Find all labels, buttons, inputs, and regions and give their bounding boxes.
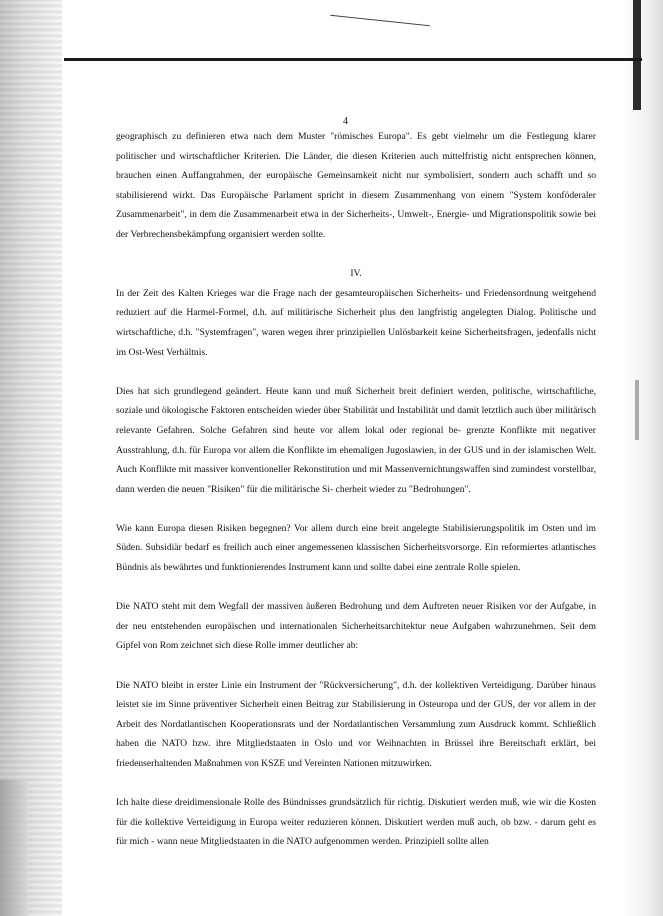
section-heading: IV. bbox=[350, 268, 362, 280]
scan-stroke bbox=[330, 15, 430, 26]
paragraph: Ich halte diese dreidimensionale Rolle des Bündnisses grundsätzlich für richtig. Diskutiert werden muß, wie wir die Kosten für die kollektive Verteidigung in Europa weiter reduzieren können. Diskutiert werden muß auch, ob bzw. - darum geht es für mich - wann neue Mitgliedstaaten in die NATO aufgenommen werden. Prinzipiell sollte allen bbox=[116, 797, 596, 848]
paragraph: In der Zeit des Kalten Krieges war die Frage nach der gesamteuropäischen Sicherheits- und Friedensordnung weitgehend reduziert auf die Harmel-Formel, d.h. auf militärische Sicherheit plus den langfristig angelegten Dialog. Politische und wirtschaftliche, d.h. "Systemfragen", waren wegen ihrer prinzipiellen Unlösbarkeit keine Sicherheitsfragen, jedenfalls nicht im Ost-West Verhältnis. bbox=[116, 287, 596, 358]
scan-shadow-left-bottom bbox=[0, 780, 28, 916]
scan-edge-bar bbox=[633, 0, 641, 110]
paragraph: geographisch zu definieren etwa nach dem Muster "römisches Europa". Es gebt vielmehr um die Festlegung klarer politischer und wirtschaftlicher Kriterien. Die Länder, die diesen Kriterien auch mittelfristig nicht entsprechen können, brauchen einen Auffangrahmen, der europäische Gemeinsamkeit nicht nur symbolisiert, sondern auch schafft und so stabilisierend wirkt. Das Europäische Parlament spricht in diesem Zusammenhang von einem "System konföderaler Zusammenarbeit", in dem die Zusammenarbeit etwa in der Sicherheits-, Umwelt-, Energie- und Migrationspolitik sowie bei der Verbrechensbekämpfung organisiert werden sollte. bbox=[116, 131, 596, 240]
paragraph: Wie kann Europa diesen Risiken begegnen? Vor allem durch eine breit angelegte Stabilisierungspolitik im Osten und im Süden. Subsidiär bedarf es freilich auch einer angemessenen klassischen Sicherheitsvorsorge. Ein reformiertes atlantisches Bündnis als bewährtes und funktionierendes Instrument kann und sollte dabei eine zentrale Rolle spielen. bbox=[116, 522, 596, 574]
paragraph: Die NATO bleibt in erster Linie ein Instrument der "Rückversicherung", d.h. der kollektiven Verteidigung. Darüber hinaus leistet sie im Sinne präventiver Sicherheit einen Beitrag zur Stabilisierung in Osteuropa und der GUS, der vor allem in der Arbeit des Nordatlantischen Kooperationsrats und der Nordatlantischen Versammlung zum Ausdruck kommt. Schließlich haben die NATO bzw. ihre Mitgliedstaaten in Oslo und vor Weihnachten in Brüssel ihre Bereitschaft erklärt, bei friedenserhaltenden Maßnahmen von KSZE und Vereinten Nationen mitzuwirken. bbox=[116, 679, 596, 769]
header-rule bbox=[64, 58, 642, 61]
scan-edge-mark bbox=[635, 380, 639, 440]
paragraph: Dies hat sich grundlegend geändert. Heute kann und muß Sicherheit breit definiert werden, politische, wirtschaftliche, soziale und ökologische Faktoren entscheiden wieder über Stabilität und Instabilität und damit letztlich auch über militärisch relevante Gefahren. Solche Gefahren sind heute vor allem lokal oder regional be- grenzte Konflikte mit negativer Ausstrahlung, d.h. für Europa vor allem die Konflikte im ehemaligen Jugoslawien, in der GUS und in der islamischen Welt. Auch Konflikte mit massiver konventioneller Rekonstitution und mit Massenvernichtungswaffen sind zumindest vorstellbar, dann werden die neuen "Risiken" für die militärische Si- cherheit wieder zu "Bedrohungen". bbox=[116, 385, 596, 495]
paragraph: Die NATO steht mit dem Wegfall der massiven äußeren Bedrohung und dem Auftreten neuer Risiken vor der Aufgabe, in der neu entstehenden europäischen und internationalen Sicherheitsarchitektur neue Aufgaben wahrzunehmen. Seit dem Gipfel von Rom zeichnet sich diese Rolle immer deutlicher ab: bbox=[116, 601, 596, 652]
document-body bbox=[116, 127, 596, 872]
scan-shadow-right bbox=[623, 0, 663, 916]
scan-shadow-left bbox=[0, 0, 62, 916]
page-number: 4 bbox=[343, 116, 348, 127]
